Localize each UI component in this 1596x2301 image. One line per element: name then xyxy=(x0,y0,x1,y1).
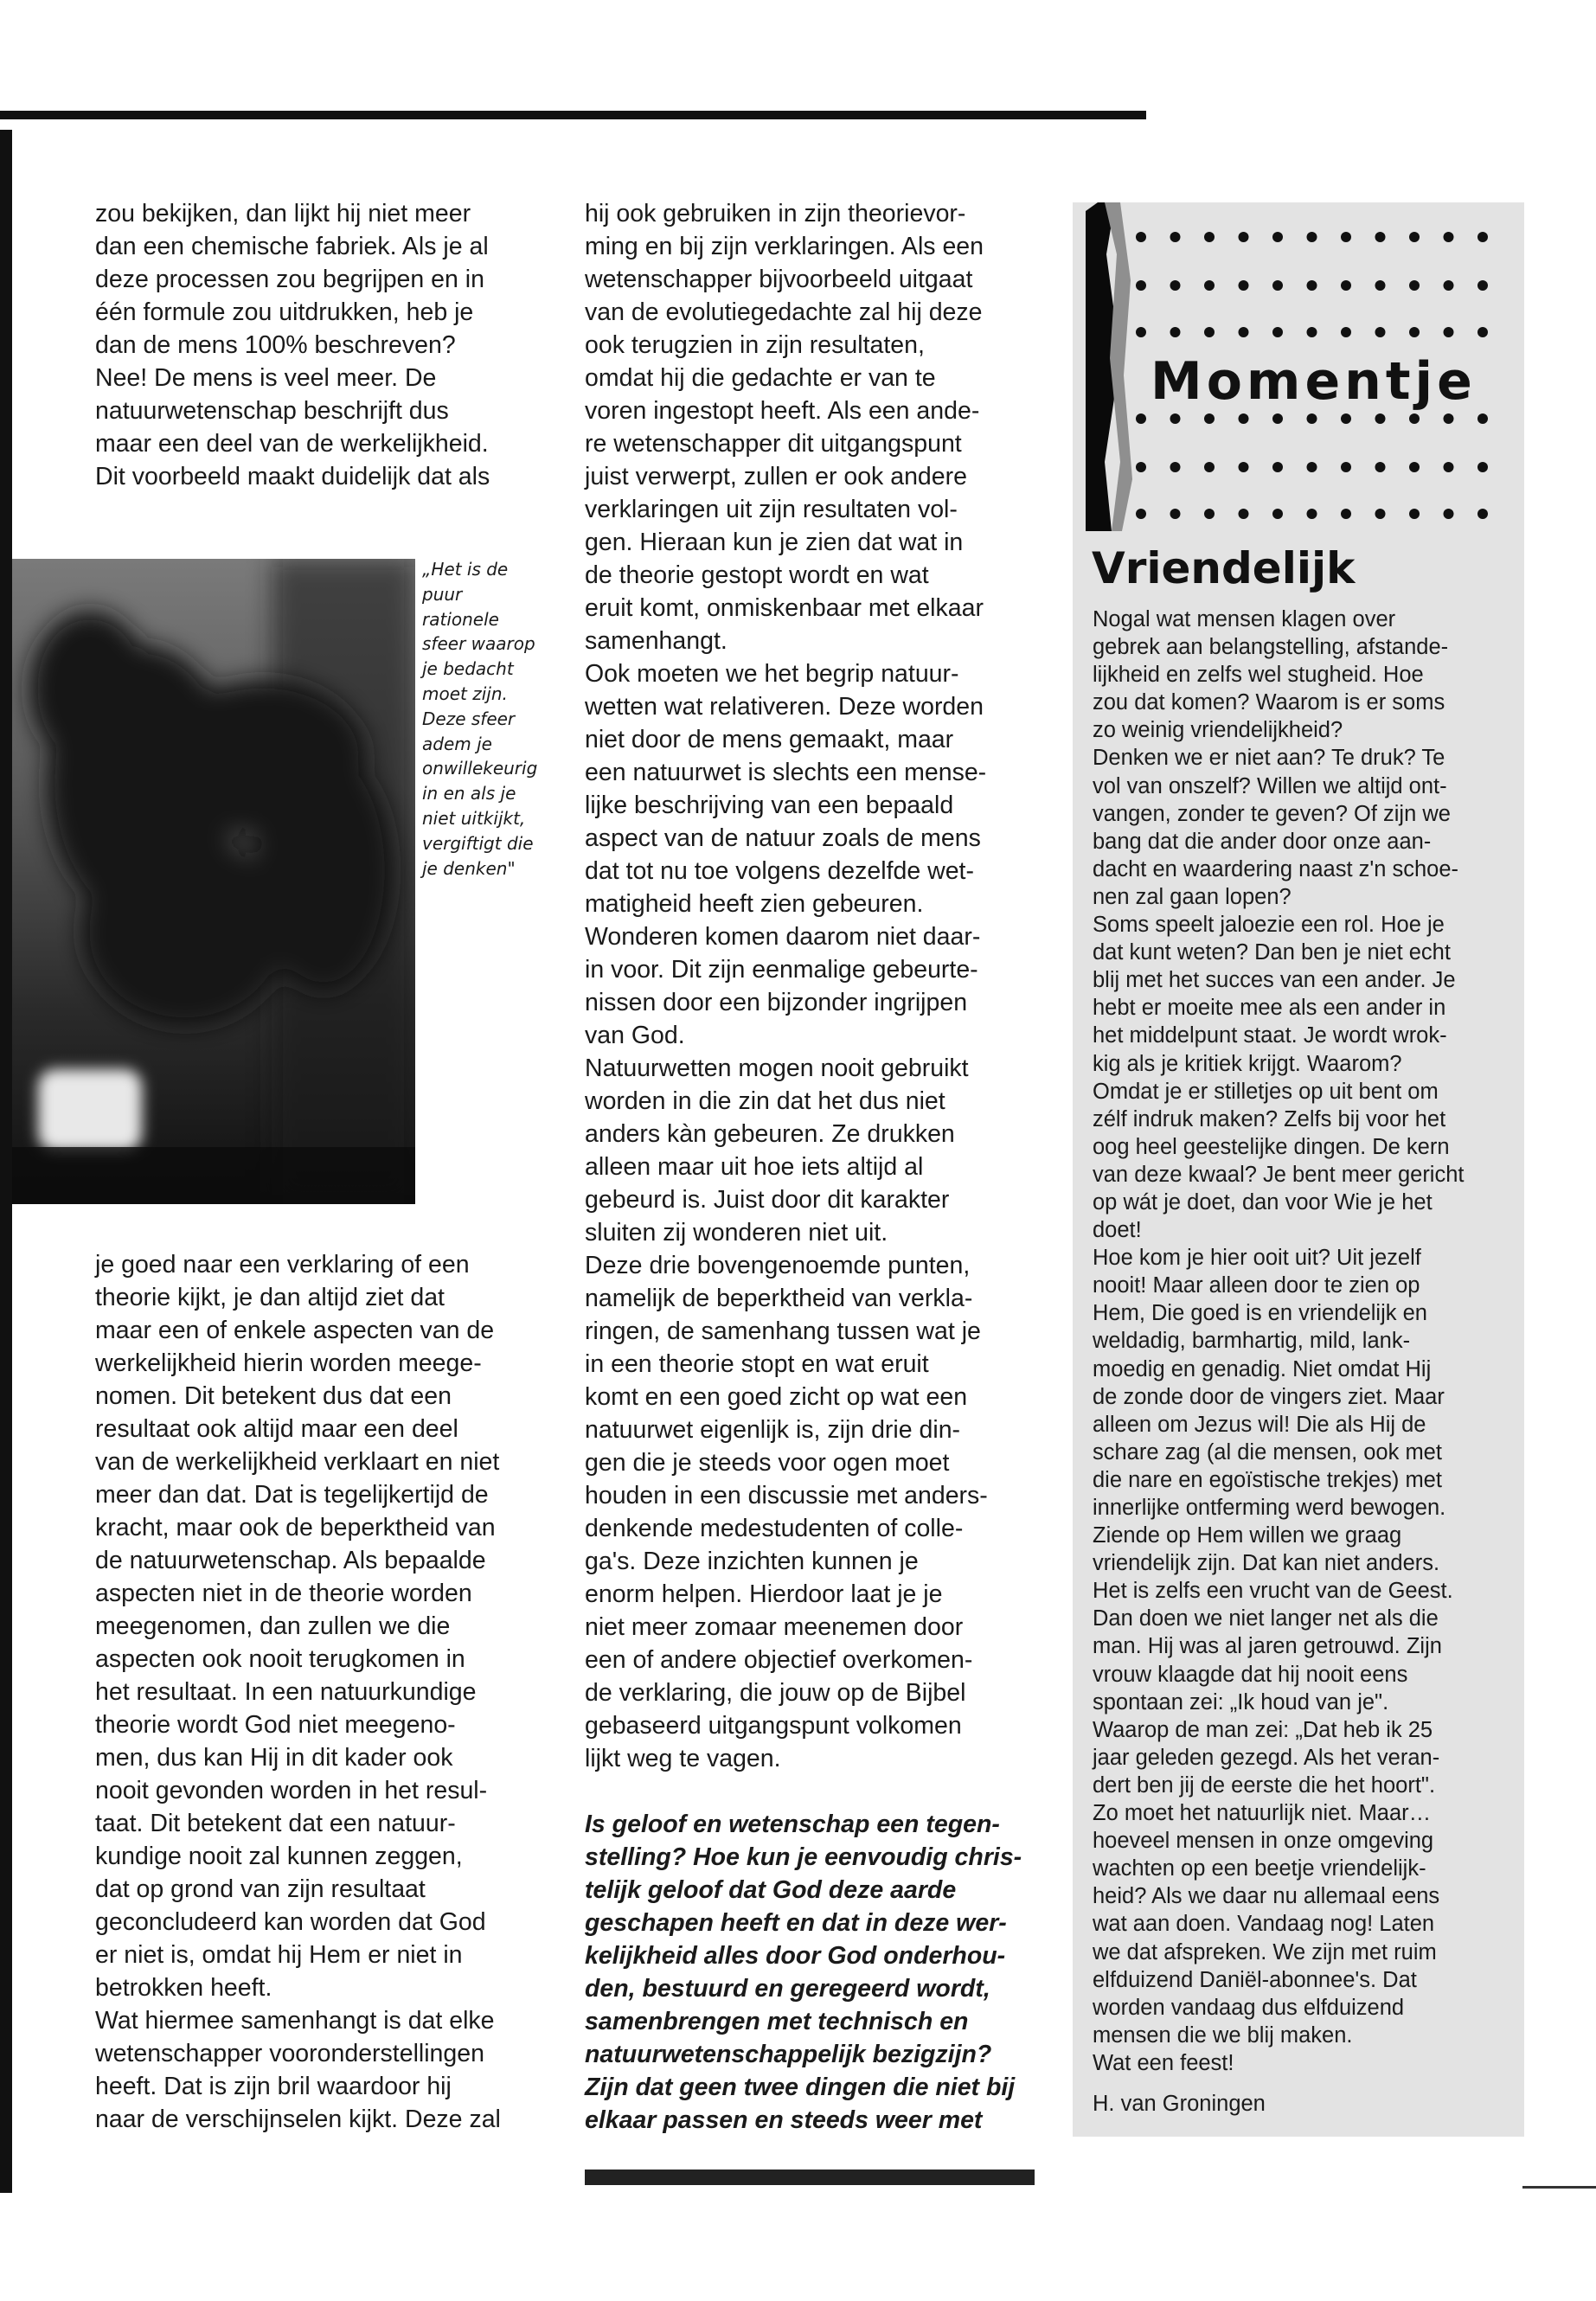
decor-dot xyxy=(1204,509,1215,519)
decor-dot xyxy=(1204,413,1215,424)
column-2-paragraph: Deze drie bovengenoemde punten, namelijk de beperktheid van verkla- ringen, de samenhang tussen wat je in een theorie stopt en wat eruit komt en een goed zicht op wat een natuurwet eigenlijk is, zijn drie din- gen die je steeds voor ogen moet houden in een discussie met anders- denkende medestudenten of colle- ga's. Deze inzichten kunnen je enorm helpen. Hierdoor laat je je niet meer zomaar meenemen door een of andere objectief overkomen- de verklaring, die jouw op de Bijbel gebaseerd uitgangspunt volkomen lijkt weg te vagen. xyxy=(585,1252,988,1772)
decor-dot xyxy=(1307,232,1317,242)
decor-dot xyxy=(1136,327,1146,337)
decor-dot xyxy=(1307,509,1317,519)
column-1-paragraph: je goed naar een verklaring of een theorie kijkt, je dan altijd ziet dat maar een of enkele aspecten van de werkelijkheid hierin worden meege- nomen. Dit betekent dus dat een resultaat ook altijd maar een deel van de werkelijkheid verklaart en niet meer dan dat. Dat is tegelijkertijd de kracht, maar ook de beperktheid van de natuurwetenschap. Als bepaalde aspecten niet in de theorie worden meegenomen, dan zullen we die aspecten ook nooit terugkomen in het resultaat. In een natuurkundige theorie wordt God niet meegeno- men, dus kan Hij in dit kader ook nooit gevonden worden in het resul- taat. Dit betekent dat een natuur- kundige nooit zal kunnen zeggen, dat op grond van zijn resultaat geconcludeerd kan worden dat God er niet is, omdat hij Hem er niet in betrokken heeft. xyxy=(95,1251,500,2002)
column-2-paragraph: Wonderen komen daarom niet daar- in voor. Dit zijn eenmalige gebeurte- nissen door een bijzonder ingrijpen van God. xyxy=(585,923,981,1049)
decor-dot xyxy=(1239,327,1249,337)
column-2-paragraph: Ook moeten we het begrip natuur- wetten wat relativeren. Deze worden niet door de mens gemaakt, maar een natuurwet is slechts een mense- lijke beschrijving van een bepaald aspect van de natuur zoals de mens dat tot nu toe volgens dezelfde wet- matigheid heeft zien gebeuren. xyxy=(585,660,987,918)
decor-dot xyxy=(1170,280,1181,291)
decor-dot xyxy=(1204,327,1215,337)
decor-dot xyxy=(1170,232,1181,242)
decor-dot xyxy=(1239,232,1249,242)
decor-dot xyxy=(1477,280,1488,291)
decor-dot xyxy=(1375,509,1386,519)
decor-dot xyxy=(1477,462,1488,472)
decor-dot xyxy=(1170,327,1181,337)
decor-dot xyxy=(1307,462,1317,472)
decor-dot xyxy=(1136,509,1146,519)
decor-dot xyxy=(1409,509,1420,519)
decor-dot xyxy=(1375,413,1386,424)
column-1-paragraph: zou bekijken, dan lijkt hij niet meer dan een chemische fabriek. Als je al deze processen zou begrijpen en in één formule zou uitdrukken, heb je dan de mens 100% beschreven? Nee! De mens is veel meer. De natuurwetenschap beschrijft dus maar een deel van de werkelijkheid. Dit voorbeeld maakt duidelijk dat als xyxy=(95,200,490,490)
decor-dot xyxy=(1341,413,1351,424)
decor-dot xyxy=(1307,280,1317,291)
decor-dot xyxy=(1307,327,1317,337)
decor-dot xyxy=(1375,232,1386,242)
sidebar-paragraph: Ziende op Hem willen we graag vriendelijk zijn. Dat kan niet anders. Het is zelfs een vrucht van de Geest. Dan doen we niet langer net als die man. Hij was al jaren getrouwd. Zijn vrouw klaagde dat hij nooit eens spontaan zei: „Ik houd van je". Waarop de man zei: „Dat heb ik 25 jaar geleden gezegd. Als het veran- dert ben jij de eerste die het hoort". Zo moet het natuurlijk niet. Maar… hoeveel mensen in onze omgeving wachten op een beetje vriendelijk- heid? Als we daar nu allemaal eens wat aan doen. Vandaag nog! Laten we dat afspreken. We zijn met ruim elfduizend Daniël-abonnee's. Dat worden vandaag dus elfduizend mensen die we blij maken. Wat een feest! xyxy=(1093,1523,1453,2075)
decor-dot xyxy=(1444,327,1454,337)
decor-dot xyxy=(1170,509,1181,519)
column-1-top xyxy=(95,197,562,493)
decor-dot xyxy=(1375,462,1386,472)
right-edge-line xyxy=(1522,2186,1596,2189)
sidebar-text xyxy=(1093,606,1508,2077)
decor-dot xyxy=(1375,280,1386,291)
decor-dot xyxy=(1477,232,1488,242)
decor-dot xyxy=(1444,462,1454,472)
top-rule xyxy=(0,111,1596,119)
decor-dot xyxy=(1136,462,1146,472)
decor-dot xyxy=(1341,232,1351,242)
decor-dot xyxy=(1409,232,1420,242)
decor-dot xyxy=(1477,327,1488,337)
decor-dot xyxy=(1409,327,1420,337)
column-1-paragraph: Wat hiermee samenhangt is dat elke wetenschapper vooronderstellingen heeft. Dat is zijn bril waardoor hij naar de verschijnselen kijkt. Deze zal xyxy=(95,2007,501,2133)
decor-dot xyxy=(1239,413,1249,424)
column-2 xyxy=(585,197,1052,2137)
decor-dot xyxy=(1239,509,1249,519)
decor-dot xyxy=(1272,327,1283,337)
decor-dot xyxy=(1136,232,1146,242)
closing-question: Is geloof en wetenschap een tegen- stelling? Hoe kun je eenvoudig chris- telijk geloof dat God deze aarde geschapen heeft en dat in deze wer- kelijkheid alles door God onderhou- den, bestuurd en geregeerd wordt, samenbrengen met technisch en natuurwetenschappelijk bezigzijn? Zijn dat geen twee dingen die niet bij elkaar passen en steeds weer met xyxy=(585,1811,1022,2134)
decor-dot xyxy=(1136,413,1146,424)
decor-dot xyxy=(1341,280,1351,291)
decor-dot xyxy=(1272,413,1283,424)
momentje-heading: Momentje xyxy=(1151,351,1477,412)
decor-dot xyxy=(1272,232,1283,242)
decor-dot xyxy=(1444,413,1454,424)
decor-dot xyxy=(1341,327,1351,337)
decor-dot xyxy=(1170,413,1181,424)
decor-dot xyxy=(1341,509,1351,519)
author-signature: H. van Groningen xyxy=(1093,2092,1266,2116)
photo-caption: „Het is de puur rationele sfeer waarop je bedacht moet zijn. Deze sfeer adem je onwillekeurig in en als je niet uitkijkt, vergiftigt die je denken" xyxy=(422,559,538,879)
decor-dot xyxy=(1204,232,1215,242)
decor-dot xyxy=(1477,509,1488,519)
sidebar-paragraph: Nogal wat mensen klagen over gebrek aan belangstelling, afstande- lijkheid en zelfs wel stugheid. Hoe zou dat komen? Waarom is er soms zo weinig vriendelijkheid? xyxy=(1093,607,1449,743)
decor-dot xyxy=(1272,462,1283,472)
decor-dot xyxy=(1444,280,1454,291)
decor-dot xyxy=(1204,462,1215,472)
blurred-plant-photo xyxy=(12,559,415,1204)
sidebar-paragraph: Hoe kom je hier ooit uit? Uit jezelf nooit! Maar alleen door te zien op Hem, Die goed is en vriendelijk en weldadig, barmhartig, mild, lank- moedig en genadig. Niet omdat Hij de zonde door de vingers ziet. Maar alleen om Jezus wil! Die als Hij de schare zag (al die mensen, ook met die nare en egoïstische trekjes) met innerlijke ontferming werd bewogen. xyxy=(1093,1246,1446,1520)
decor-dot xyxy=(1307,413,1317,424)
decor-dot xyxy=(1204,280,1215,291)
sidebar-paragraph: Soms speelt jaloezie een rol. Hoe je dat kunt weten? Dan ben je niet echt blij met het succes van een ander. Je hebt er moeite mee als een ander in het middelpunt staat. Je wordt wrok- kig als je kritiek krijgt. Waarom? Omdat je er stilletjes op uit bent om zélf indruk maken? Zelfs bij voor het oog heel geestelijke dingen. De kern van deze kwaal? Je bent meer gericht op wát je doet, dan voor Wie je het doet! xyxy=(1093,913,1465,1243)
decor-dot xyxy=(1272,280,1283,291)
decor-dot xyxy=(1341,462,1351,472)
decor-dot xyxy=(1409,280,1420,291)
sidebar-paragraph: Denken we er niet aan? Te druk? Te vol van onszelf? Willen we altijd ont- vangen, zonder te geven? Of zijn we bang dat die ander door onze aan- dacht en waardering naast z'n schoe- nen zal gaan lopen? xyxy=(1093,746,1459,909)
column-2-bottom-bar xyxy=(585,2170,1035,2185)
decor-dot xyxy=(1477,413,1488,424)
momentje-header xyxy=(1086,202,1524,531)
decor-dot xyxy=(1239,462,1249,472)
photo-image xyxy=(12,559,415,1204)
decor-dot xyxy=(1409,413,1420,424)
decor-dot xyxy=(1170,462,1181,472)
decor-dot xyxy=(1239,280,1249,291)
decor-dot xyxy=(1409,462,1420,472)
decor-dot xyxy=(1272,509,1283,519)
column-2-paragraph: Natuurwetten mogen nooit gebruikt worden in die zin dat het dus niet anders kàn gebeuren. Ze drukken alleen maar uit hoe iets altijd al gebeurd is. Juist door dit karakter sluiten zij wonderen niet uit. xyxy=(585,1054,969,1247)
decor-dot xyxy=(1444,232,1454,242)
column-2-paragraph: hij ook gebruiken in zijn theorievor- ming en bij zijn verklaringen. Als een wetenschapper bijvoorbeeld uitgaat van de evolutiegedachte zal hij deze ook terugzien in zijn resultaten, omdat hij die gedachte er van te voren ingestopt heeft. Als een ande- re wetenschapper dit uitgangspunt juist verwerpt, zullen er ook andere verklaringen uit zijn resultaten vol- gen. Hieraan kun je zien dat wat in de theorie gestopt wordt en wat eruit komt, onmiskenbaar met elkaar samenhangt. xyxy=(585,200,984,655)
sidebar-title: Vriendelijk xyxy=(1092,543,1356,593)
decor-dot xyxy=(1136,280,1146,291)
decor-dot xyxy=(1444,509,1454,519)
decor-dot xyxy=(1375,327,1386,337)
left-edge-bar xyxy=(0,130,12,2193)
column-1-bottom xyxy=(95,1248,562,2136)
